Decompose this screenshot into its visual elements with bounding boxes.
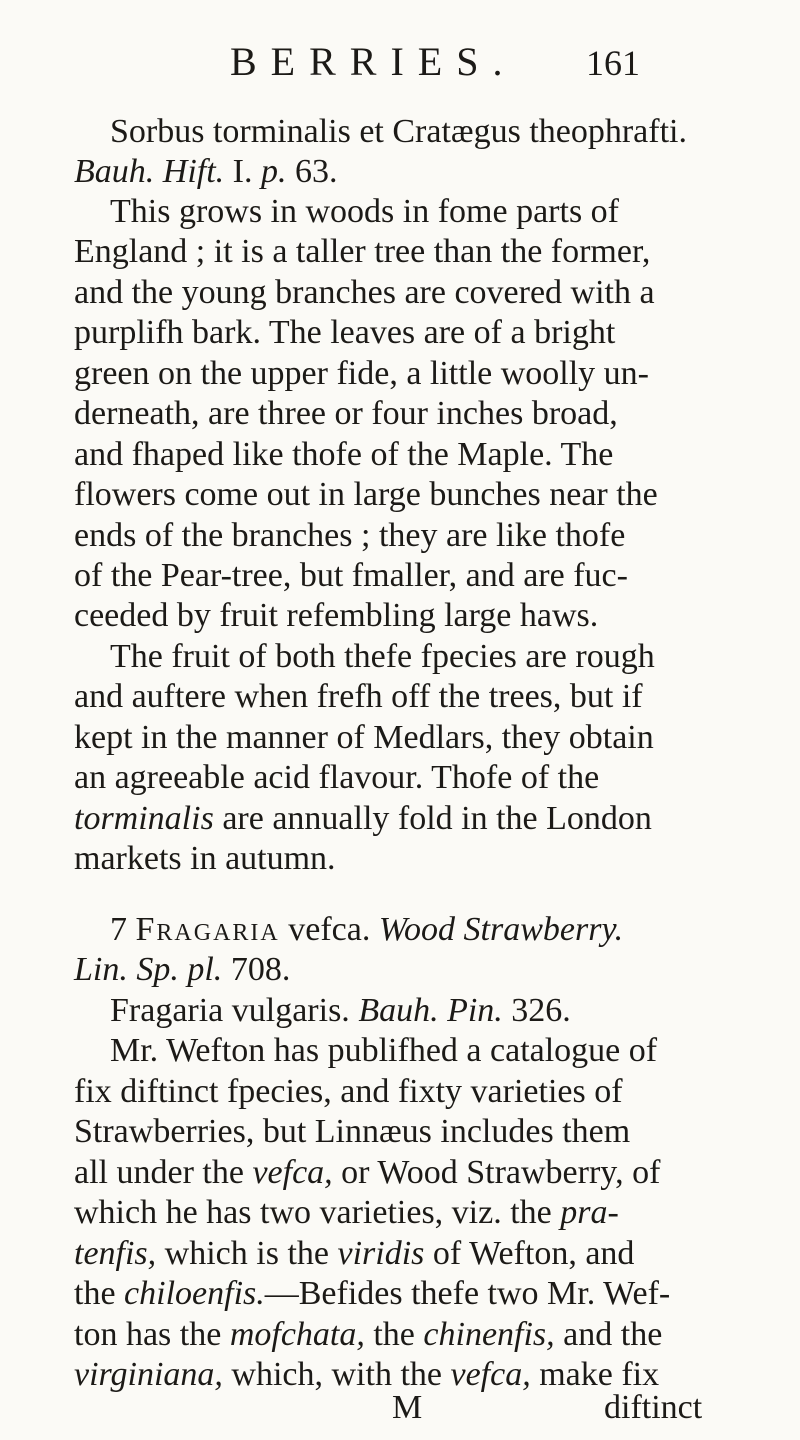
text-line <box>74 1153 660 1193</box>
line-text: which he has two varieties, viz. the <box>74 1194 552 1231</box>
line-text: ceeded by fruit refembling large haws. <box>74 597 599 634</box>
line-text: Strawberries, but Linnæus includes them <box>74 1113 631 1150</box>
line-text: and the young branches are covered with a <box>74 274 655 311</box>
line-text: of Wefton, and <box>424 1235 635 1272</box>
text-line <box>74 1274 670 1314</box>
line-text: 708. <box>222 951 291 988</box>
species-italic: mofchata, <box>229 1316 365 1353</box>
line-text: flowers come out in large bunches near the <box>74 476 658 513</box>
text-line <box>74 1112 630 1152</box>
species-italic: chinenfis, <box>423 1316 555 1353</box>
line-text: markets in autumn. <box>74 840 336 877</box>
text-line <box>74 718 654 758</box>
line-text: are annually fold in the London <box>213 800 652 837</box>
text-line <box>110 637 655 677</box>
text-line <box>74 950 290 990</box>
text-line <box>74 516 625 556</box>
text-line <box>74 475 658 515</box>
line-text: 326. <box>502 992 571 1029</box>
text-line <box>74 435 613 475</box>
line-text: purplifh bark. The leaves are of a bright <box>74 314 616 351</box>
signature-mark: M <box>392 1389 423 1426</box>
line-text: green on the upper fide, a little woolly un- <box>74 355 649 392</box>
text-line <box>110 910 623 950</box>
text-line <box>110 192 619 232</box>
line-text: and auftere when frefh off the trees, but if <box>74 678 643 715</box>
line-text: Mr. Wefton has publifhed a catalogue of <box>110 1032 658 1069</box>
text-line <box>74 273 655 313</box>
common-name-italic: Wood Strawberry. <box>378 911 624 948</box>
text-line <box>74 758 599 798</box>
text-line <box>74 1355 659 1395</box>
text-line <box>74 1193 619 1233</box>
citation-italic: Lin. Sp. pl. <box>74 951 223 988</box>
citation-italic: Bauh. Pin. <box>358 992 503 1029</box>
citation-italic: p. <box>261 153 287 190</box>
text-line <box>74 394 618 434</box>
text-line <box>74 596 598 636</box>
species-italic: chiloenfis. <box>124 1275 265 1312</box>
line-text: —Befides thefe two Mr. Wef- <box>264 1275 671 1312</box>
species-italic: torminalis <box>74 800 214 837</box>
text-line <box>74 677 643 717</box>
line-text: all under the <box>74 1154 253 1191</box>
text-line <box>74 556 628 596</box>
citation-italic: Bauh. Hift. <box>74 153 225 190</box>
line-text: the <box>74 1275 125 1312</box>
line-text: kept in the manner of Medlars, they obtain <box>74 719 654 756</box>
species-italic: viridis <box>337 1235 425 1272</box>
line-text: and fhaped like thofe of the Maple. The <box>74 436 614 473</box>
text-line <box>74 1234 634 1274</box>
text-line <box>74 354 649 394</box>
text-line <box>74 799 652 839</box>
line-text: and the <box>554 1316 663 1353</box>
text-line <box>74 152 338 192</box>
line-text: which is the <box>156 1235 338 1272</box>
line-text: vefca. <box>279 911 379 948</box>
line-text: or Wood Strawberry, of <box>332 1154 661 1191</box>
running-head: BERRIES. <box>230 39 517 84</box>
line-text: I. <box>224 153 261 190</box>
catchword: diftinct <box>604 1389 703 1426</box>
line-text: Fragaria vulgaris. <box>110 992 359 1029</box>
genus-small-caps: Fragaria <box>135 911 280 948</box>
line-text: Sorbus torminalis et Cratægus theophrafti. <box>110 113 687 150</box>
text-line <box>74 232 650 272</box>
text-line <box>74 1315 662 1355</box>
line-text: ton has the <box>74 1316 230 1353</box>
text-line <box>74 839 336 879</box>
line-text: which, with the <box>222 1356 451 1393</box>
line-text: 63. <box>286 153 338 190</box>
line-text: the <box>364 1316 424 1353</box>
text-line <box>74 1072 623 1112</box>
line-text: ends of the branches ; they are like thofe <box>74 517 626 554</box>
text-line <box>74 313 615 353</box>
text-line <box>110 991 571 1031</box>
line-text: derneath, are three or four inches broad, <box>74 395 618 432</box>
line-text: This grows in woods in fome parts of <box>110 193 620 230</box>
line-text: of the Pear-tree, but fmaller, and are fuc- <box>74 557 628 594</box>
species-italic: vefca, <box>450 1356 531 1393</box>
entry-number: 7 <box>110 911 136 948</box>
species-italic: virginiana, <box>74 1356 223 1393</box>
species-italic: pra- <box>560 1194 619 1231</box>
text-line <box>110 1031 657 1071</box>
line-text: fix diftinct fpecies, and fixty varieties of <box>74 1073 623 1110</box>
line-text: an agreeable acid flavour. Thofe of the <box>74 759 600 796</box>
species-italic: vefca, <box>252 1154 333 1191</box>
page-number: 161 <box>586 43 640 83</box>
line-text: The fruit of both thefe fpecies are rough <box>110 638 655 675</box>
text-line <box>110 112 687 152</box>
line-text: make fix <box>530 1356 660 1393</box>
line-text: England ; it is a taller tree than the former, <box>74 233 651 270</box>
page-header <box>200 38 640 98</box>
species-italic: tenfis, <box>74 1235 157 1272</box>
